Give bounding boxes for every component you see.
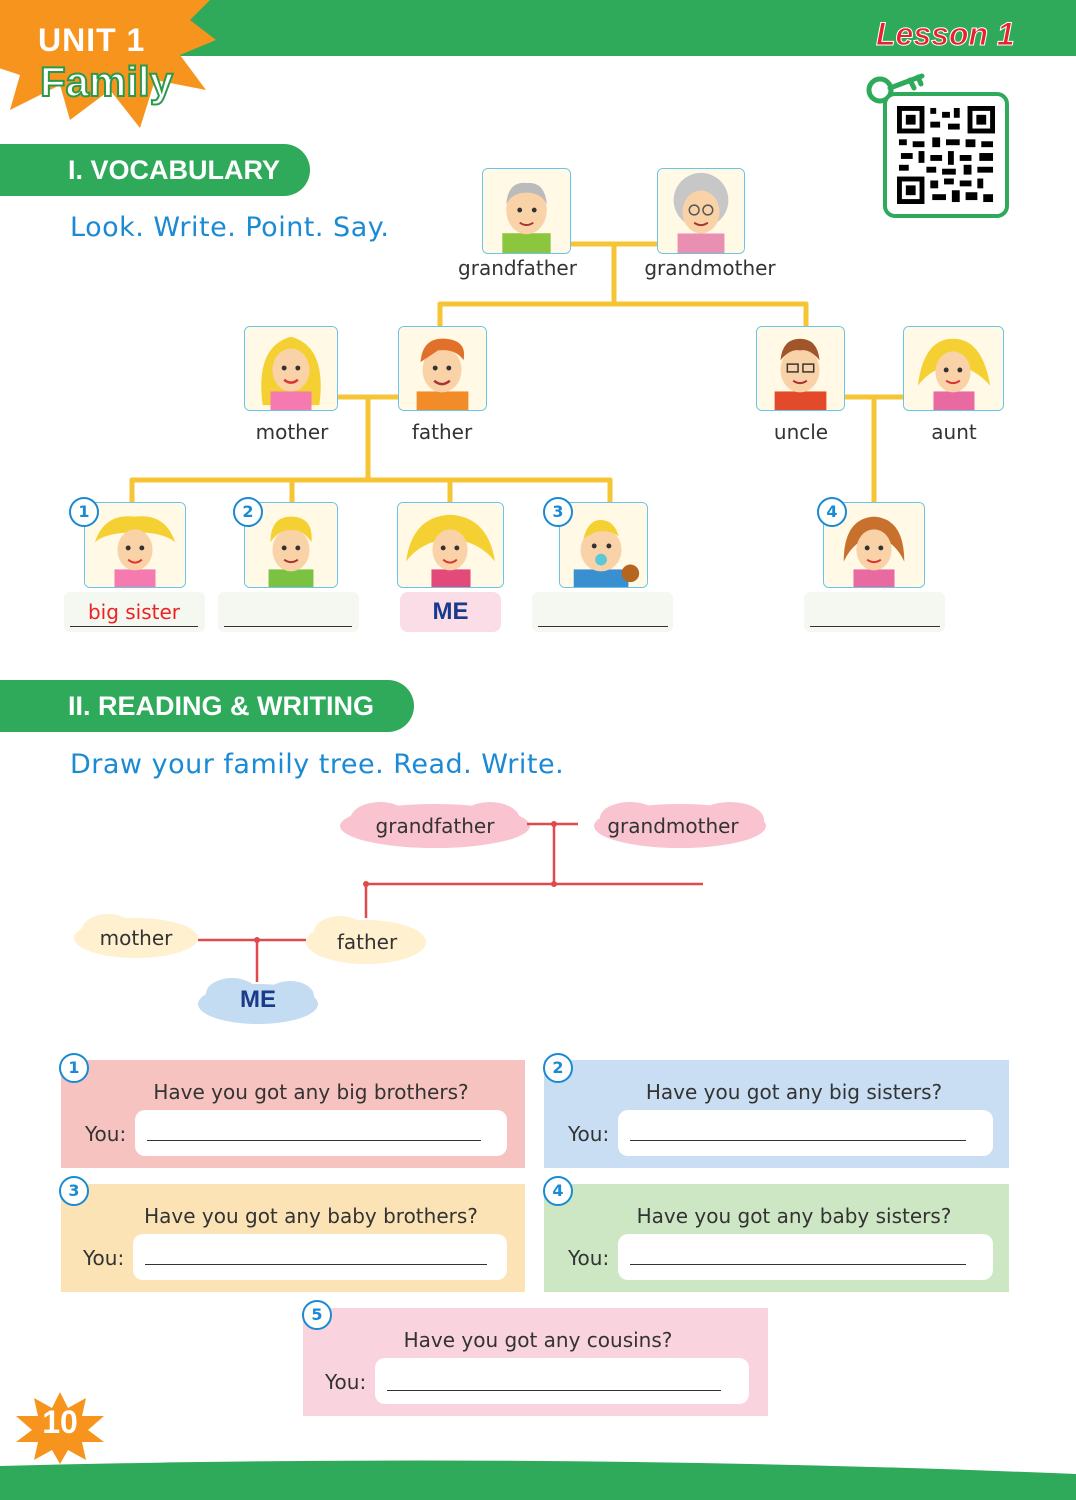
answer-field-3[interactable] — [532, 592, 673, 632]
number-badge: 3 — [543, 497, 573, 527]
father-portrait — [398, 326, 487, 411]
label-father: father — [411, 420, 473, 444]
qr-code[interactable] — [883, 92, 1009, 218]
question-box-4 — [544, 1184, 1009, 1292]
number-badge: 2 — [543, 1053, 573, 1083]
grandmother-portrait — [657, 168, 745, 254]
label-uncle: uncle — [773, 420, 829, 444]
question-text: Have you got any big sisters? — [645, 1080, 943, 1104]
drawn-family-tree — [0, 790, 1076, 1040]
number-badge: 1 — [59, 1053, 89, 1083]
unit-title: Family — [40, 58, 174, 105]
cloud-grandmother: grandmother — [607, 814, 739, 838]
answer-line — [147, 1140, 481, 1141]
grandfather-portrait — [482, 168, 571, 254]
number-badge: 4 — [817, 497, 847, 527]
answer-line — [630, 1264, 966, 1265]
cloud-mother: mother — [99, 926, 173, 950]
answer-input-5[interactable] — [375, 1358, 749, 1404]
number-badge: 3 — [59, 1176, 89, 1206]
answer-field-1[interactable] — [64, 592, 205, 632]
cloud-father: father — [336, 930, 398, 954]
you-label: You: — [325, 1370, 367, 1394]
question-text: Have you got any baby brothers? — [144, 1204, 478, 1228]
question-text: Have you got any big brothers? — [153, 1080, 469, 1104]
me-portrait — [397, 502, 504, 588]
answer-line — [387, 1390, 721, 1391]
answer-field-4[interactable] — [804, 592, 945, 632]
uncle-portrait — [756, 326, 845, 411]
aunt-portrait — [903, 326, 1004, 411]
answer-line — [630, 1140, 966, 1141]
lesson-title: Lesson 1 — [876, 16, 1015, 52]
cloud-grandfather: grandfather — [375, 814, 495, 838]
you-label: You: — [568, 1246, 610, 1270]
mother-portrait — [244, 326, 338, 411]
vocabulary-instruction: Look. Write. Point. Say. — [70, 212, 390, 243]
you-label: You: — [85, 1122, 127, 1146]
answer-field-2[interactable] — [218, 592, 359, 632]
answer-line — [224, 600, 352, 627]
qr-code-icon — [897, 106, 995, 204]
answer-line — [145, 1264, 487, 1265]
answer-input-4[interactable] — [618, 1234, 993, 1280]
reading-instruction: Draw your family tree. Read. Write. — [70, 749, 565, 780]
you-label: You: — [568, 1122, 610, 1146]
number-badge: 5 — [302, 1300, 332, 1330]
answer-input-3[interactable] — [133, 1234, 507, 1280]
label-grandfather: grandfather — [458, 256, 577, 280]
answer-big-sister: big sister — [70, 600, 198, 627]
me-label: ME — [400, 592, 501, 632]
answer-line — [810, 600, 940, 627]
number-badge: 2 — [233, 497, 263, 527]
big-sister-portrait — [84, 502, 186, 588]
question-box-5 — [303, 1308, 768, 1416]
you-label: You: — [83, 1246, 125, 1270]
unit-label: UNIT 1 — [38, 22, 146, 58]
label-mother: mother — [255, 420, 329, 444]
question-box-1 — [61, 1060, 525, 1168]
number-badge: 4 — [543, 1176, 573, 1206]
cloud-me: ME — [240, 986, 276, 1013]
label-grandmother: grandmother — [644, 256, 776, 280]
answer-line — [538, 600, 668, 627]
label-aunt: aunt — [931, 420, 977, 444]
answer-input-2[interactable] — [618, 1110, 993, 1156]
footer-wave — [0, 1430, 1076, 1500]
answer-input-1[interactable] — [135, 1110, 507, 1156]
section-vocabulary-tab: I. VOCABULARY — [0, 144, 310, 196]
number-badge: 1 — [69, 497, 99, 527]
question-text: Have you got any baby sisters? — [636, 1204, 952, 1228]
question-text: Have you got any cousins? — [403, 1328, 673, 1352]
question-box-2 — [544, 1060, 1009, 1168]
question-box-3 — [61, 1184, 525, 1292]
section-reading-tab: II. READING & WRITING — [0, 680, 414, 732]
page-number: 10 — [42, 1404, 78, 1440]
